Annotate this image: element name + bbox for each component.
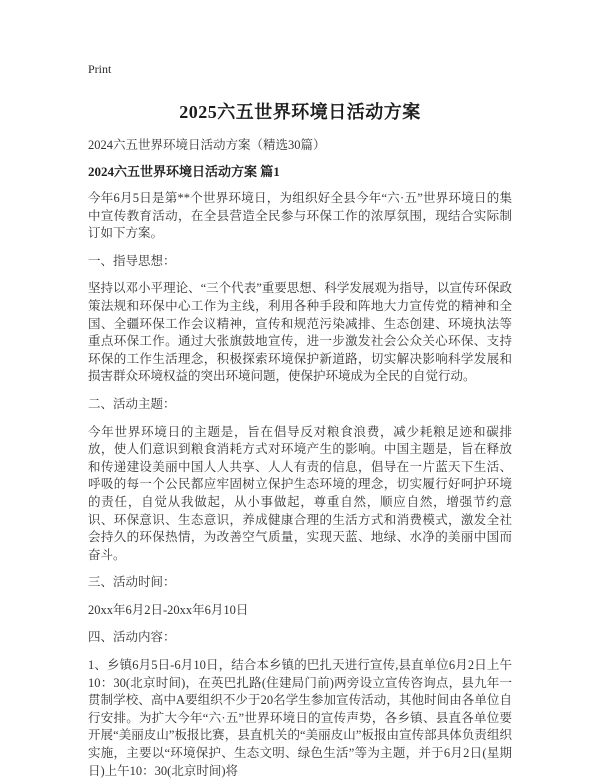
section-heading-guiding-ideology: 一、指导思想： — [88, 253, 176, 268]
paragraph-activity-theme: 今年世界环境日的主题是，旨在倡导反对粮食浪费，减少耗粮足迹和碳排放，使人们意识到粮食消耗方式对环境产生的影响。中国主题是，旨在释放和传递建设美丽中国人人共享、人人有责的信息，倡导在一片蓝天下生活、呼吸的每一个公民都应牢固树立保护生态环境的理念，切实履行好呵护环境的责任，自觉从我做起，从小事做起，尊重自然，顺应自然，增强节约意识、环保意识、生态意识，养成健康合理的生活方式和消费模式，激发全社会持久的环保热情，为改善空气质量，实现天蓝、地绿、水净的美丽中国而奋斗。 — [88, 424, 512, 562]
page-title: 2025六五世界环境日活动方案 — [179, 102, 421, 122]
document-subtitle: 2024六五世界环境日活动方案（精选30篇） — [88, 138, 326, 152]
section-heading-activity-time: 三、活动时间： — [88, 575, 176, 590]
paragraph-activity-content-item1: 1、乡镇6月5日-6月10日，结合本乡镇的巴扎天进行宣传,县直单位6月2日上午10：30(北京时间)，在英巴扎路(住建局门前)两旁设立宣传咨询点，县九年一贯制学校、高中A要组织不少于20名学生参加宣传活动，其他时间由各单位自行安排。为扩大今年“六·五”世界环境日的宣传声势，各乡镇、县直各单位要开展“美丽皮山”板报比赛，县直机关的“美丽皮山”板报由宣传部具体负责组织实施，主要以“环境保护、生态文明、绿色生活”等为主题，并于6月2日(星期日)上午10：30(北京时间)将 — [88, 658, 512, 778]
print-button[interactable]: Print — [88, 62, 112, 76]
section-heading-activity-content: 四、活动内容： — [88, 630, 176, 645]
paragraph-guiding-ideology: 坚持以邓小平理论、“三个代表”重要思想、科学发展观为指导，以宣传环保政策法规和环保中心工作为主线，利用各种手段和阵地大力宣传党的精神和全国、全疆环保工作会议精神，宣传和规范污染减排、生态创建、环境执法等重点环保工作。通过大张旗鼓地宣传，进一步激发社会公众关心环保、支持环保的工作生活理念，积极探索环境保护新道路，切实解决影响科学发展和损害群众环境权益的突出环境问题，使保护环境成为全民的自觉行动。 — [88, 281, 512, 384]
part-heading: 2024六五世界环境日活动方案 篇1 — [88, 164, 280, 179]
section-heading-activity-theme: 二、活动主题： — [88, 396, 176, 411]
paragraph-activity-time: 20xx年6月2日-20xx年6月10日 — [88, 602, 249, 617]
paragraph-intro: 今年6月5日是第**个世界环境日，为组织好全县今年“六·五”世界环境日的集中宣传教育活动，在全县营造全民参与环保工作的浓厚氛围，现结合实际制订如下方案。 — [88, 191, 512, 241]
